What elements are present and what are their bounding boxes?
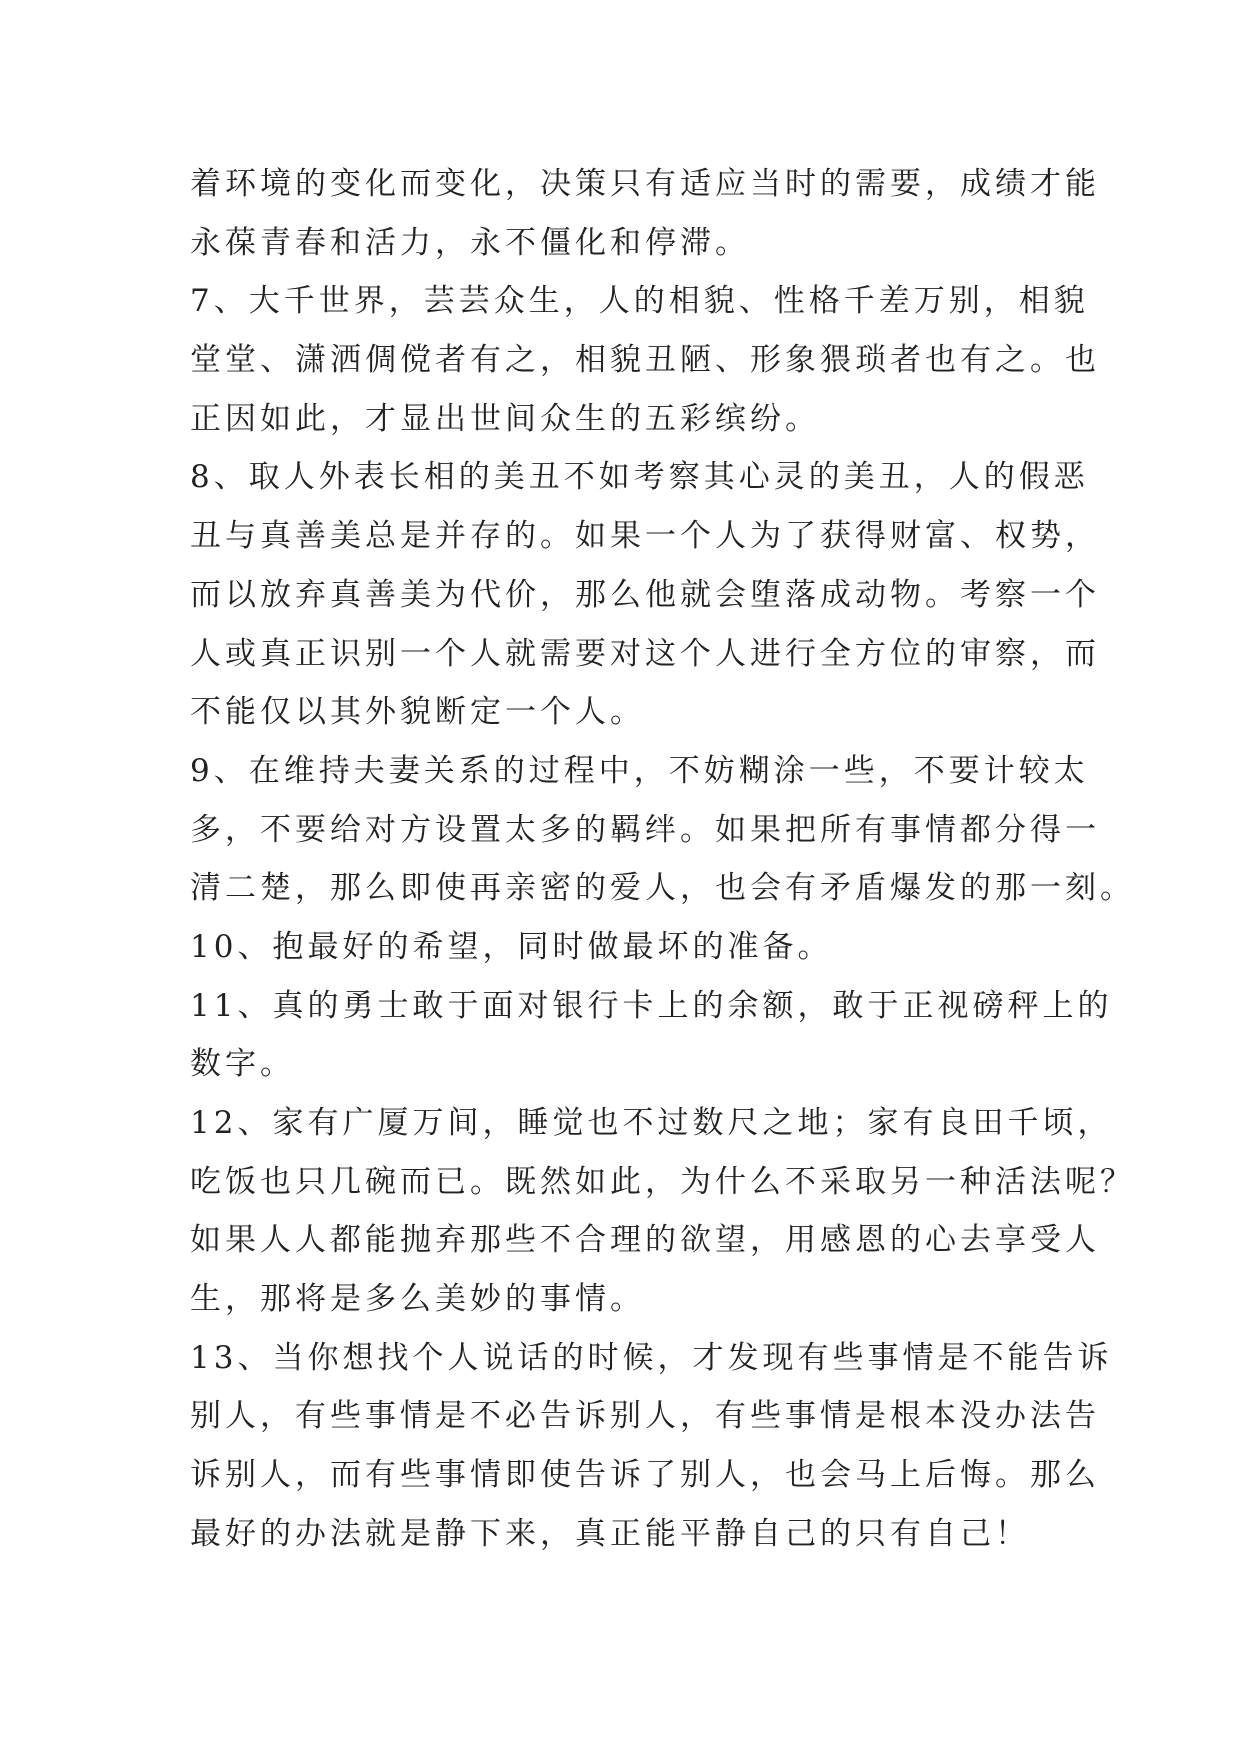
text-line: 7、大千世界，芸芸众生，人的相貌、性格千差万别，相貌 [190,283,1089,320]
text-line: 最好的办法就是静下来，真正能平静自己的只有自己！ [190,1515,1030,1552]
text-line: 8、取人外表长相的美丑不如考察其心灵的美丑，人的假恶 [190,459,1089,496]
text-line: 正因如此，才显出世间众生的五彩缤纷。 [190,400,820,437]
text-line: 13、当你想找个人说话的时候，才发现有些事情是不能告诉 [190,1339,1113,1376]
text-line: 不能仅以其外貌断定一个人。 [190,694,645,731]
text-line: 吃饭也只几碗而已。既然如此，为什么不采取另一种活法呢？ [190,1163,1135,1200]
text-line: 丑与真善美总是并存的。如果一个人为了获得财富、权势， [190,518,1100,555]
text-line: 数字。 [190,1046,295,1083]
text-line: 如果人人都能抛弃那些不合理的欲望，用感恩的心去享受人 [190,1222,1100,1259]
text-line: 12、家有广厦万间，睡觉也不过数尺之地；家有良田千顷， [190,1105,1113,1141]
text-line: 而以放弃真善美为代价，那么他就会堕落成动物。考察一个 [190,576,1100,613]
text-line: 别人，有些事情是不必告诉别人，有些事情是根本没办法告 [190,1398,1100,1435]
text-line: 9、在维持夫妻关系的过程中，不妨糊涂一些，不要计较太 [190,752,1089,789]
text-line: 10、抱最好的希望，同时做最坏的准备。 [190,928,833,965]
text-line: 11、真的勇士敢于面对银行卡上的余额，敢于正视磅秤上的 [190,987,1113,1024]
text-line: 人或真正识别一个人就需要对这个人进行全方位的审察，而 [190,635,1100,672]
text-line: 生，那将是多么美妙的事情。 [190,1281,645,1318]
text-line: 永葆青春和活力，永不僵化和停滞。 [190,224,750,261]
text-line: 堂堂、潇洒倜傥者有之，相貌丑陋、形象猥琐者也有之。也 [190,342,1100,379]
text-line: 着环境的变化而变化，决策只有适应当时的需要，成绩才能 [190,166,1100,202]
text-line: 清二楚，那么即使再亲密的爱人，也会有矛盾爆发的那一刻。 [190,870,1135,907]
document-body [190,155,1135,1564]
text-line: 诉别人，而有些事情即使告诉了别人，也会马上后悔。那么 [190,1457,1100,1494]
text-line: 多，不要给对方设置太多的羁绊。如果把所有事情都分得一 [190,811,1100,848]
